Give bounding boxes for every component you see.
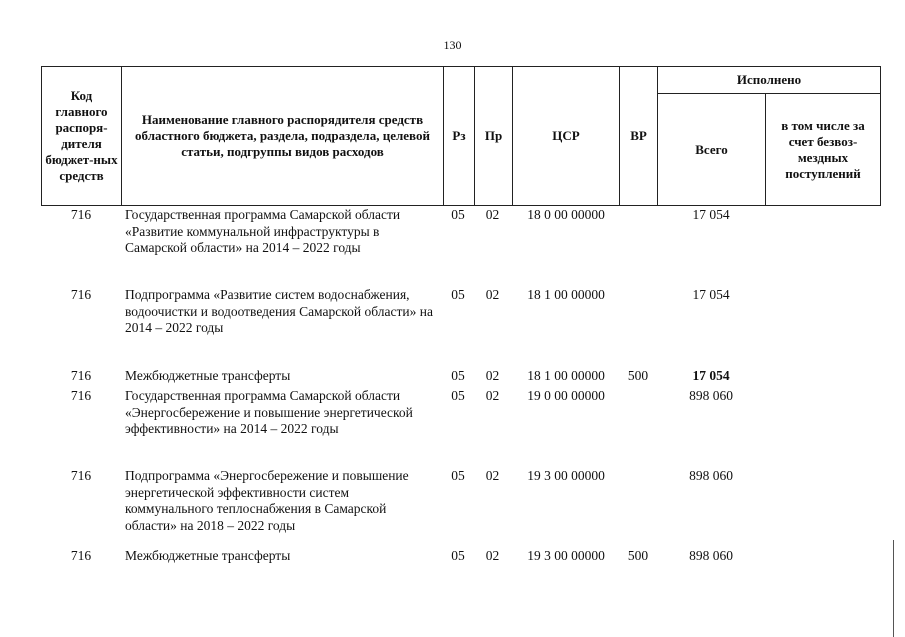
row-name: Межбюджетные трансферты: [125, 368, 291, 383]
row-code: 716: [70, 388, 92, 403]
row-csr: 18 0 00 00000: [527, 207, 605, 222]
row-rz: 05: [451, 468, 465, 483]
row-rz: 05: [451, 287, 465, 302]
row-vr: 500: [627, 548, 649, 563]
row-pr: 02: [485, 548, 500, 563]
row-csr: 19 0 00 00000: [527, 388, 605, 403]
row-total: 17 054: [692, 368, 730, 383]
row-total: 17 054: [692, 287, 730, 302]
row-name: Государственная программа Самарской области «Развитие коммунальной инфраструктуры в Самарской области» на 2014 – 2022 годы: [125, 207, 401, 255]
row-total: 898 060: [689, 388, 733, 403]
row-pr: 02: [485, 287, 500, 302]
row-total: 898 060: [689, 548, 733, 563]
row-name: Межбюджетные трансферты: [125, 548, 291, 563]
row-code: 716: [70, 368, 92, 383]
row-rz: 05: [451, 548, 465, 563]
header-gratuitous: в том числе за счет безвоз-мездных поступлений: [766, 94, 881, 206]
scan-edge-line: [893, 540, 894, 637]
row-csr: 18 1 00 00000: [527, 368, 605, 383]
row-pr: 02: [485, 468, 500, 483]
row-csr: 18 1 00 00000: [527, 287, 605, 302]
row-code: 716: [70, 548, 92, 563]
header-executed: Исполнено: [658, 67, 881, 94]
header-csr: ЦСР: [513, 67, 620, 206]
row-rz: 05: [451, 207, 465, 222]
row-rz: 05: [451, 368, 465, 383]
header-rz: Рз: [444, 67, 475, 206]
row-code: 716: [70, 287, 92, 302]
row-code: 716: [70, 207, 92, 222]
row-csr: 19 3 00 00000: [527, 548, 605, 563]
row-csr: 19 3 00 00000: [527, 468, 605, 483]
row-total: 17 054: [692, 207, 730, 222]
header-code: Код главного распоря-дителя бюджет-ных средств: [42, 67, 122, 206]
row-pr: 02: [485, 368, 500, 383]
row-pr: 02: [485, 388, 500, 403]
row-name: Подпрограмма «Энергосбережение и повышение энергетической эффективности систем коммунального теплоснабжения в Самарской области» на 2018 – 2022 годы: [125, 468, 409, 533]
page-number: 130: [443, 38, 462, 52]
row-name: Подпрограмма «Развитие систем водоснабжения, водоочистки и водоотведения Самарской области» на 2014 – 2022 годы: [125, 287, 433, 335]
header-vr: ВР: [620, 67, 658, 206]
row-rz: 05: [451, 388, 465, 403]
row-code: 716: [70, 468, 92, 483]
row-total: 898 060: [689, 468, 733, 483]
table-header: [41, 66, 881, 206]
header-name: Наименование главного распорядителя средств областного бюджета, раздела, подраздела, целевой статьи, подгруппы видов расходов: [122, 67, 444, 206]
row-name: Государственная программа Самарской области «Энергосбережение и повышение энергетической эффективности» на 2014 – 2022 годы: [125, 388, 413, 436]
header-pr: Пр: [475, 67, 513, 206]
header-total: Всего: [658, 94, 766, 206]
row-vr: 500: [627, 368, 649, 383]
row-pr: 02: [485, 207, 500, 222]
